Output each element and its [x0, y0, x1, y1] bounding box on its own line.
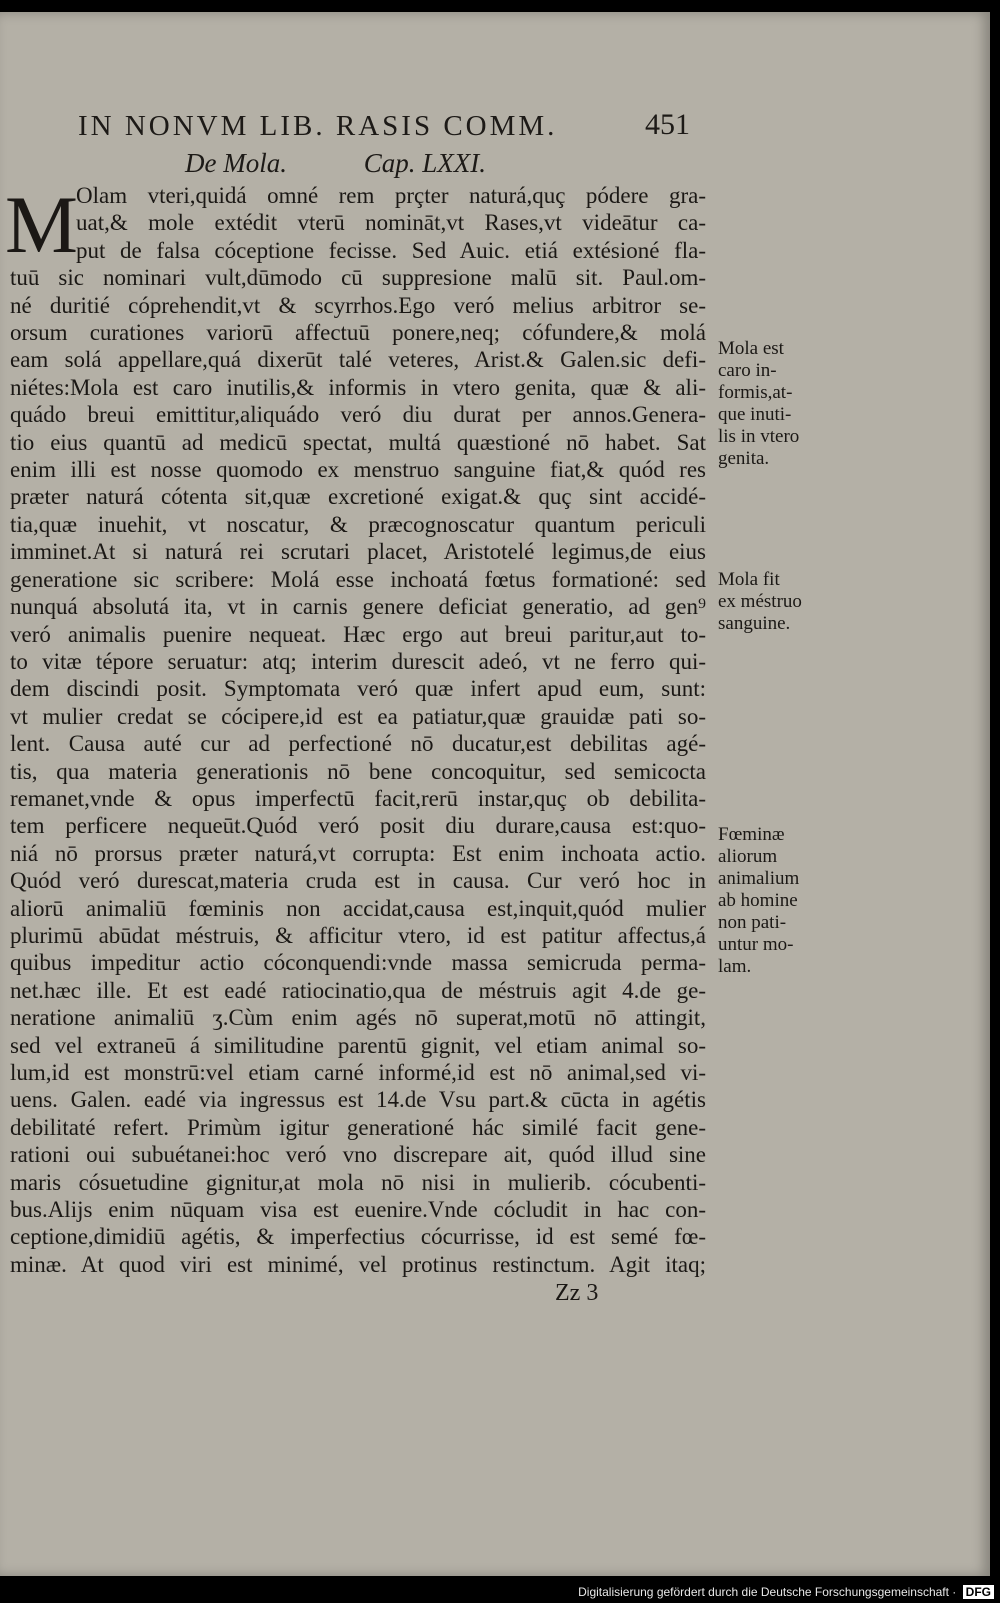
text-line: præter naturá cótenta sit,quæ excretioné exigat.& quç sint accidé- [10, 484, 706, 510]
marginal-note-line: aliorum [718, 846, 778, 867]
text-line: vt mulier credat se cócipere,id est ea patiatur,quæ grauidæ pati so- [10, 703, 706, 729]
marginal-note-line: formis,at- [718, 382, 793, 403]
text-line: tuū sic nominari vult,dūmodo cū suppresione malū sit. Paul.om- [10, 265, 706, 291]
text-line: ceptione,dimidiū agétis, & imperfectius cócurrisse, id est semé fœ- [10, 1224, 706, 1250]
text-line: nunquá absolutá ita, vt in carnis genere deficiat generatio, ad gen⁹ [10, 594, 706, 620]
text-line: neratione animaliū ʒ.Cùm enim agés nō superat,motū nō attingit, [10, 1005, 706, 1031]
text-line: remanet,vnde & opus imperfectū facit,rerū instar,quç ob debilita- [10, 785, 706, 811]
marginal-note-line: Fœminæ [718, 824, 785, 845]
text-line: net.hæc ille. Et est eadé ratiocinatio,qua de méstruis agit 4.de ge- [10, 977, 706, 1003]
marginal-note-line: que inuti- [718, 404, 792, 425]
marginal-note-3 [718, 824, 828, 978]
text-line: quibus impeditur actio cóconquendi:vnde massa semicruda perma- [10, 950, 706, 976]
text-line: generatione sic scribere: Molá esse inchoatá fœtus formationé: sed [10, 566, 706, 592]
text-line: lent. Causa auté cur ad perfectioné nō ducatur,est debilitas agé- [10, 731, 706, 757]
text-line: tia,quæ inuehit, vt noscatur, & præcognoscatur quantum periculi [10, 511, 706, 537]
text-line: tis, qua materia generationis nō bene concoquitur, sed semicocta [10, 758, 706, 784]
marginal-note-line: ex méstruo [718, 591, 802, 612]
chapter-number: Cap. LXXI. [363, 148, 486, 178]
marginal-note-line: lis in vtero [718, 426, 800, 447]
text-line: imminet.At si naturá rei scrutari placet, Aristotelé legimus,de eius [10, 539, 706, 565]
text-line: maris cósuetudine gignitur,at mola nō nisi in mulierib. cócubenti- [10, 1169, 706, 1195]
text-line: orsum curationes variorū affectuū ponere,neq; cófundere,& molá [10, 320, 706, 346]
marginal-note-line: animalium [718, 868, 800, 889]
marginal-note-2 [718, 569, 828, 635]
drop-initial: M [5, 179, 78, 270]
catchword-signature: Zz 3 [555, 1280, 599, 1306]
text-line: niétes:Mola est caro inutilis,& informis in vtero genita, quæ & ali- [10, 374, 706, 400]
main-text-column [10, 182, 706, 1278]
text-line: bus.Alijs enim nūquam visa est euenire.Vnde cócludit in hac con- [10, 1197, 706, 1223]
running-title: IN NONVM LIB. RASIS COMM. [78, 110, 558, 142]
text-line: plurimū abūdat méstruis, & afficitur vtero, id est patitur affectus,á [10, 922, 706, 948]
dfg-logo: DFG [963, 1585, 994, 1599]
text-line: rationi oui subuétanei:hoc veró vno discrepare ait, quód illud sine [10, 1142, 706, 1168]
marginal-note-line: untur mo- [718, 934, 794, 955]
text-line: lum,id est monstrū:vel etiam carné informé,id est nō animal,sed vi- [10, 1060, 706, 1085]
book-page [0, 12, 990, 1576]
chapter-title: De Mola. [185, 148, 287, 178]
text-line: uens. Galen. eadé via ingressus est 14.de Vsu part.& cūcta in agétis [10, 1087, 706, 1113]
marginal-note-1 [718, 338, 828, 470]
marginal-note-line: Mola est [718, 338, 784, 359]
marginal-note-line: Mola fit [718, 569, 780, 590]
text-line: né duritié cóprehendit,vt & scyrrhos.Ego veró melius arbitror se- [10, 292, 706, 318]
text-line: dem discindi posit. Symptomata veró quæ infert apud eum, sunt: [10, 676, 706, 702]
chapter-heading [185, 148, 605, 179]
text-line: Quód veró durescat,materia cruda est in causa. Cur veró hoc in [10, 868, 706, 894]
footer-credit: Digitalisierung gefördert durch die Deutsche Forschungsgemeinschaft · [578, 1585, 957, 1599]
text-line: to vitæ tépore seruatur: atq; interim durescit adeó, vt ne ferro qui- [10, 648, 706, 674]
text-line: sed vel extraneū á similitudine parentū gignit, vel etiam animal so- [10, 1032, 706, 1058]
text-line: uat,& mole extédit vterū nomināt,vt Rases,vt videātur ca- [76, 210, 706, 236]
digitization-footer [578, 1585, 994, 1599]
marginal-note-line: ab homine [718, 890, 798, 911]
text-line: enim illi est nosse quomodo ex menstruo sanguine fiat,& quód res [10, 457, 706, 483]
text-line: put de falsa cóceptione fecisse. Sed Auic. etiá extésioné fla- [76, 237, 706, 263]
text-line: tem perficere nequeūt.Quód veró posit diu durare,causa est:quo- [10, 813, 706, 839]
text-line: aliorū animaliū fœminis non accidat,causa est,inquit,quód mulier [10, 895, 706, 921]
marginal-note-line: non pati- [718, 912, 787, 933]
text-line: debilitaté refert. Primùm igitur generationé hác similé facit gene- [10, 1114, 706, 1140]
marginal-note-line: caro in- [718, 360, 777, 381]
marginal-note-line: lam. [718, 956, 752, 977]
page-number: 451 [645, 108, 690, 141]
text-line: niá nō prorsus præter naturá,vt corrupta: Est enim inchoata actio. [10, 840, 706, 866]
text-line: eam solá appellare,quá dixerūt talé veteres, Arist.& Galen.sic defi- [10, 347, 706, 373]
text-line: veró animalis puenire nequeat. Hæc ergo aut breui paritur,aut to- [10, 621, 706, 647]
marginal-note-line: sanguine. [718, 613, 791, 634]
marginal-note-line: genita. [718, 448, 770, 469]
text-line: minæ. At quod viri est minimé, vel protinus restinctum. Agit itaq; [10, 1251, 706, 1277]
text-line: quádo breui emittitur,aliquádo veró diu durat per annos.Genera- [10, 402, 706, 428]
text-line: tio eius quantū ad medicū spectat, multá quæstioné nō habet. Sat [10, 429, 706, 455]
text-line: Olam vteri,quidá omné rem prçter naturá,quç pódere gra- [76, 183, 706, 208]
